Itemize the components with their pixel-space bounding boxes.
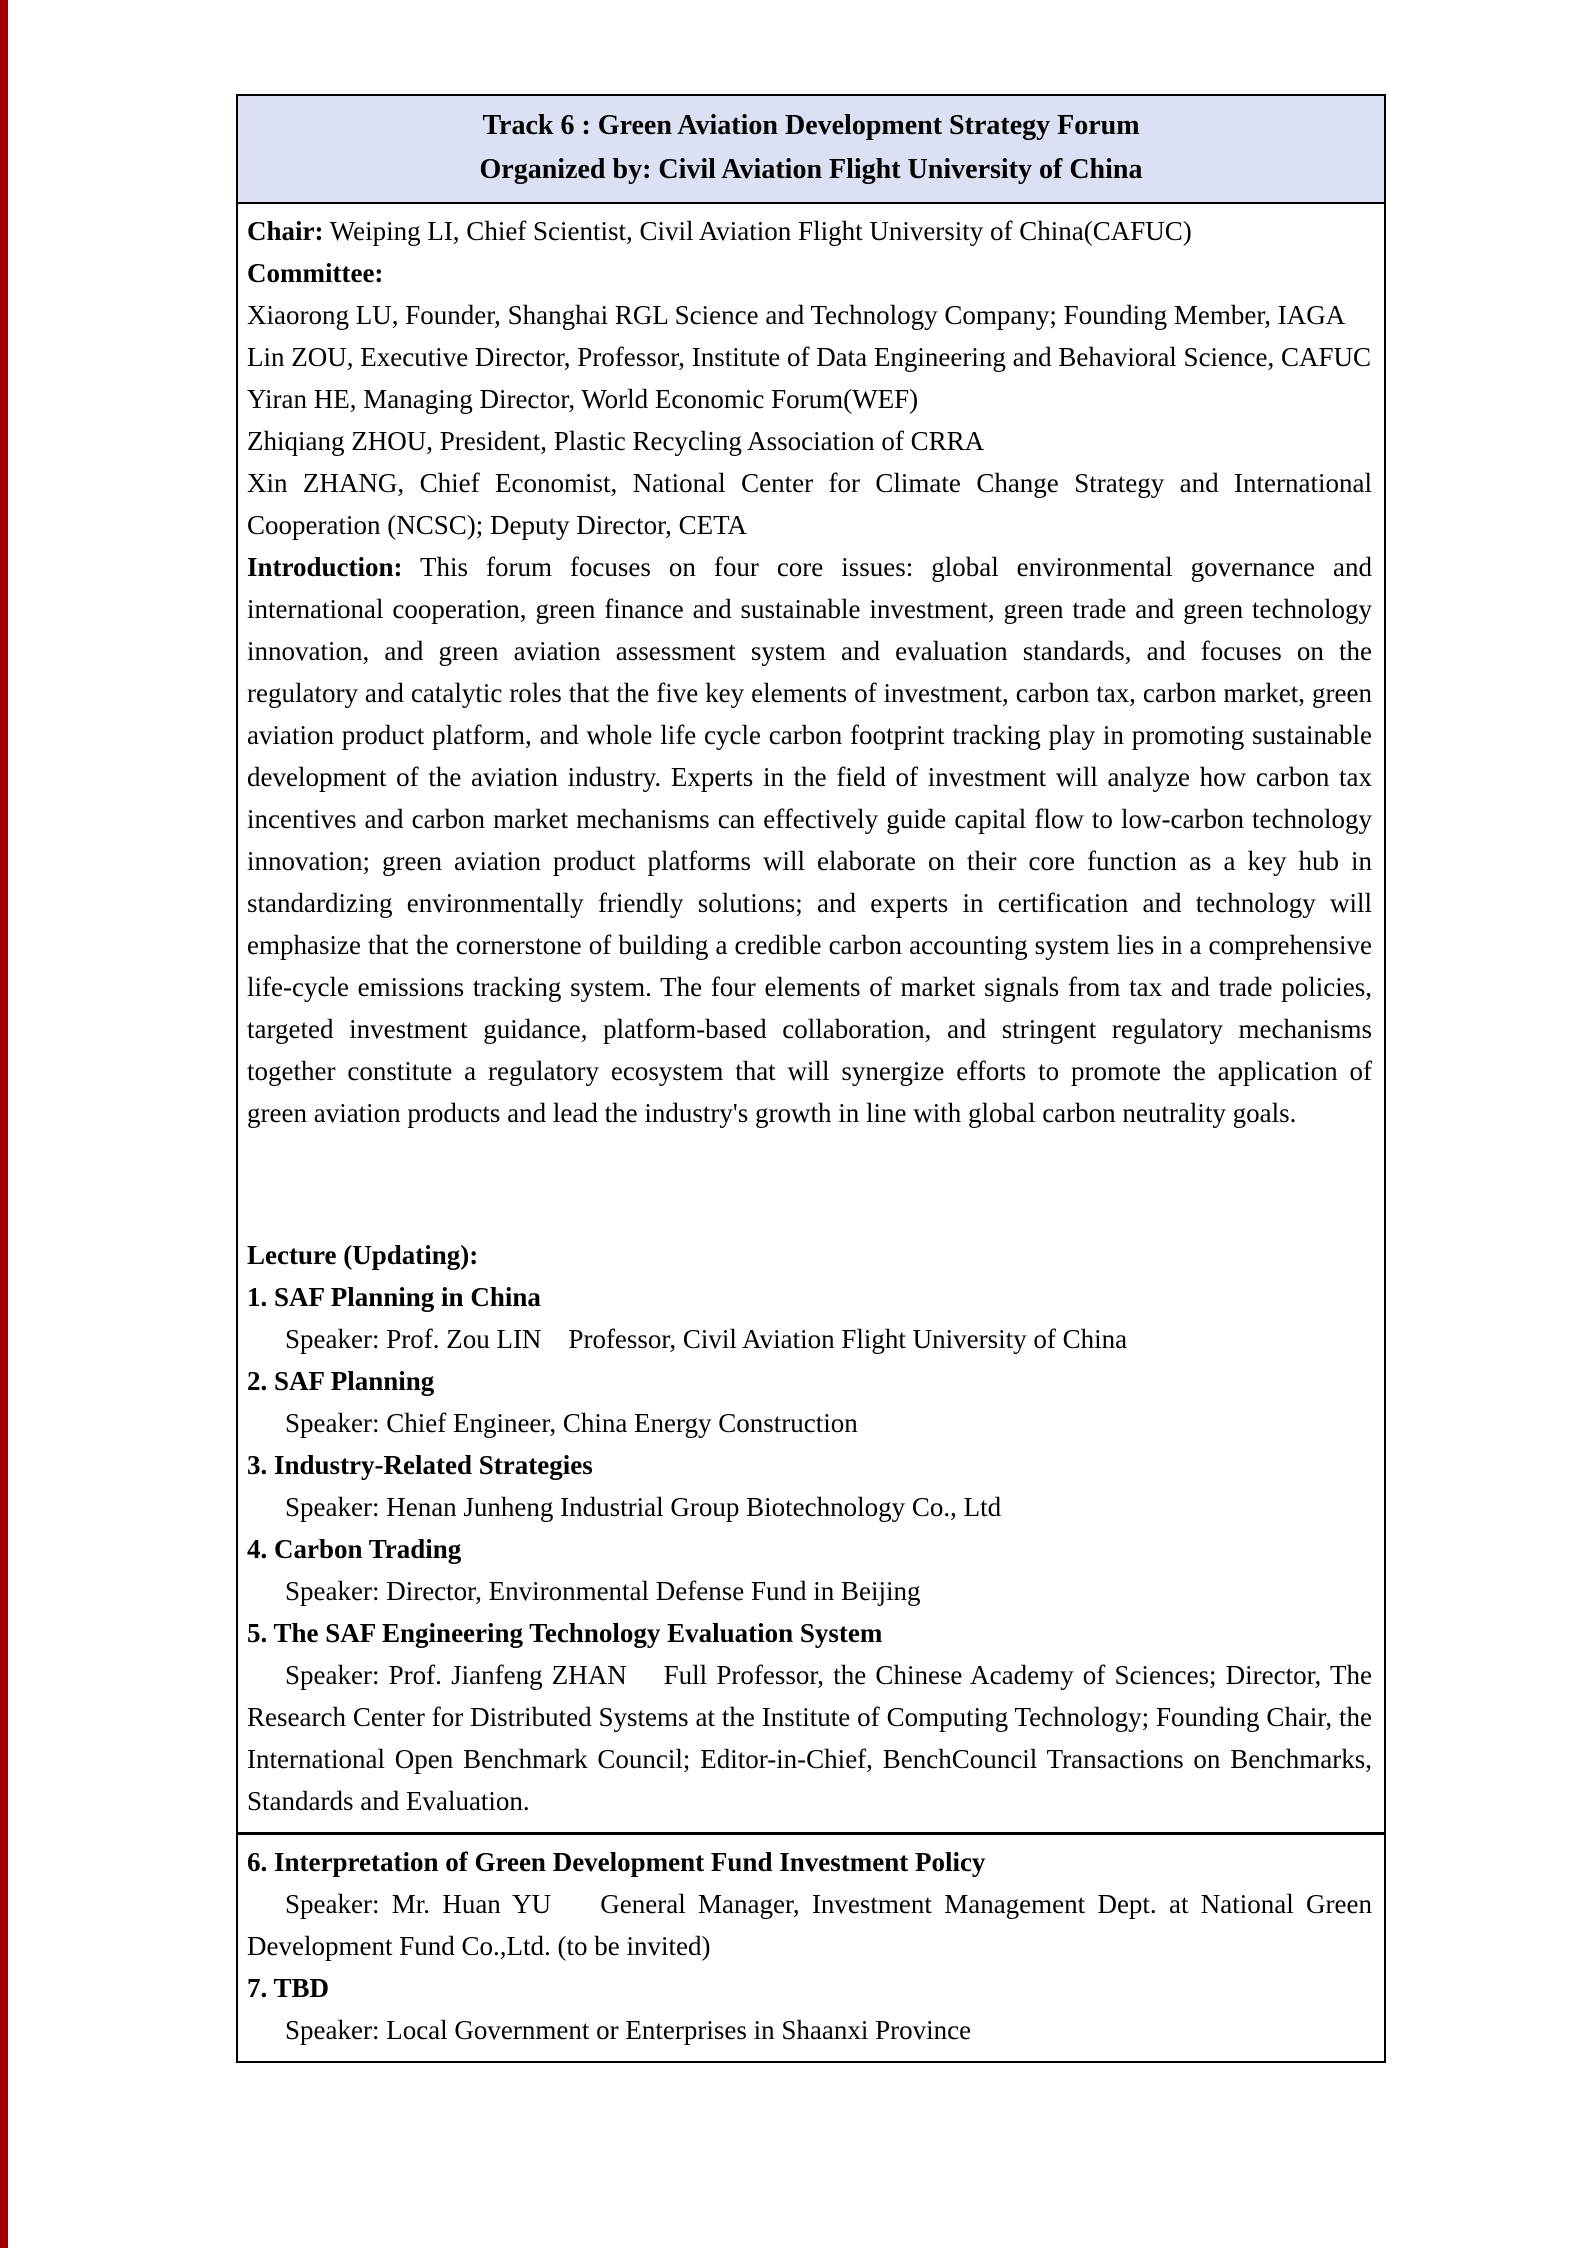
- lecture-speaker: Speaker: Mr. Huan YU General Manager, Investment Management Dept. at National Green Development Fund Co.,Ltd. (to be invited): [247, 1889, 1379, 1961]
- table-main-cell: [238, 204, 1384, 1835]
- chair-line: [247, 210, 1372, 252]
- chair-label: Chair:: [247, 216, 324, 246]
- introduction-text: This forum focuses on four core issues: global environmental governance and international cooperation, green finance and sustainable investment, green trade and green technology innovation, and green aviation assessment system and evaluation standards, and focuses on the regulatory and catalytic roles that the five key elements of investment, carbon tax, carbon market, green aviation product platform, and whole life cycle carbon footprint tracking play in promoting sustainable development of the aviation industry. Experts in the field of investment will analyze how carbon tax incentives and carbon market mechanisms can effectively guide capital flow to low-carbon technology innovation; green aviation product platforms will elaborate on their core function as a key hub in standardizing environmentally friendly solutions; and experts in certification and technology will emphasize that the cornerstone of building a credible carbon accounting system lies in a comprehensive life-cycle emissions tracking system. The four elements of market signals from tax and trade policies, targeted investment guidance, platform-based collaboration, and stringent regulatory mechanisms together constitute a regulatory ecosystem that will synergize efforts to promote the application of green aviation products and lead the industry's growth in line with global carbon neutrality goals.: [247, 552, 1372, 1128]
- lecture-speaker: Speaker: Local Government or Enterprises in Shaanxi Province: [285, 2015, 972, 2045]
- lecture-title: 6. Interpretation of Green Development Fund Investment Policy: [247, 1847, 986, 1877]
- committee-member: Yiran HE, Managing Director, World Economic Forum(WEF): [247, 384, 919, 414]
- forum-organizer: Organized by: Civil Aviation Flight University of China: [479, 154, 1143, 185]
- committee-member: Zhiqiang ZHOU, President, Plastic Recycling Association of CRRA: [247, 426, 985, 456]
- lecture-title: 3. Industry-Related Strategies: [247, 1450, 593, 1480]
- lecture-title: 5. The SAF Engineering Technology Evaluation System: [247, 1618, 883, 1648]
- left-edge-red-bar: [0, 0, 8, 2248]
- committee-member: Xiaorong LU, Founder, Shanghai RGL Science and Technology Company; Founding Member, IAGA: [247, 300, 1346, 330]
- forum-title: Track 6 : Green Aviation Development Strategy Forum: [482, 110, 1140, 141]
- table-header-cell: [238, 96, 1384, 204]
- chair-text: Weiping LI, Chief Scientist, Civil Aviation Flight University of China(CAFUC): [329, 216, 1192, 246]
- lecture-title: 4. Carbon Trading: [247, 1534, 462, 1564]
- introduction-label: Introduction:: [247, 552, 403, 582]
- introduction-paragraph: [247, 546, 1372, 1134]
- lecture-speaker: Speaker: Henan Junheng Industrial Group Biotechnology Co., Ltd: [285, 1492, 1002, 1522]
- blank-space: [247, 1134, 1372, 1234]
- lecture-speaker: Speaker: Prof. Zou LIN Professor, Civil Aviation Flight University of China: [285, 1324, 1128, 1354]
- lecture-label: Lecture (Updating):: [247, 1240, 479, 1270]
- lecture-title: 1. SAF Planning in China: [247, 1282, 541, 1312]
- committee-member: Xin ZHANG, Chief Economist, National Center for Climate Change Strategy and International Cooperation (NCSC); Deputy Director, CETA: [247, 468, 1372, 540]
- lecture-speaker: Speaker: Chief Engineer, China Energy Construction: [285, 1408, 858, 1438]
- committee-label: Committee:: [247, 258, 384, 288]
- lecture-title: 7. TBD: [247, 1973, 330, 2003]
- lecture-title: 2. SAF Planning: [247, 1366, 435, 1396]
- lecture-speaker: Speaker: Prof. Jianfeng ZHAN Full Professor, the Chinese Academy of Sciences; Director, The Research Center for Distributed Systems at the Institute of Computing Technology; Founding Chair, the International Open Benchmark Council; Editor-in-Chief, BenchCouncil Transactions on Benchmarks, Standards and Evaluation.: [247, 1660, 1379, 1816]
- table-bottom-cell: [238, 1835, 1384, 2061]
- forum-table: [236, 94, 1386, 2063]
- committee-member: Lin ZOU, Executive Director, Professor, Institute of Data Engineering and Behavioral Science, CAFUC: [247, 342, 1372, 372]
- lecture-speaker: Speaker: Director, Environmental Defense Fund in Beijing: [285, 1576, 921, 1606]
